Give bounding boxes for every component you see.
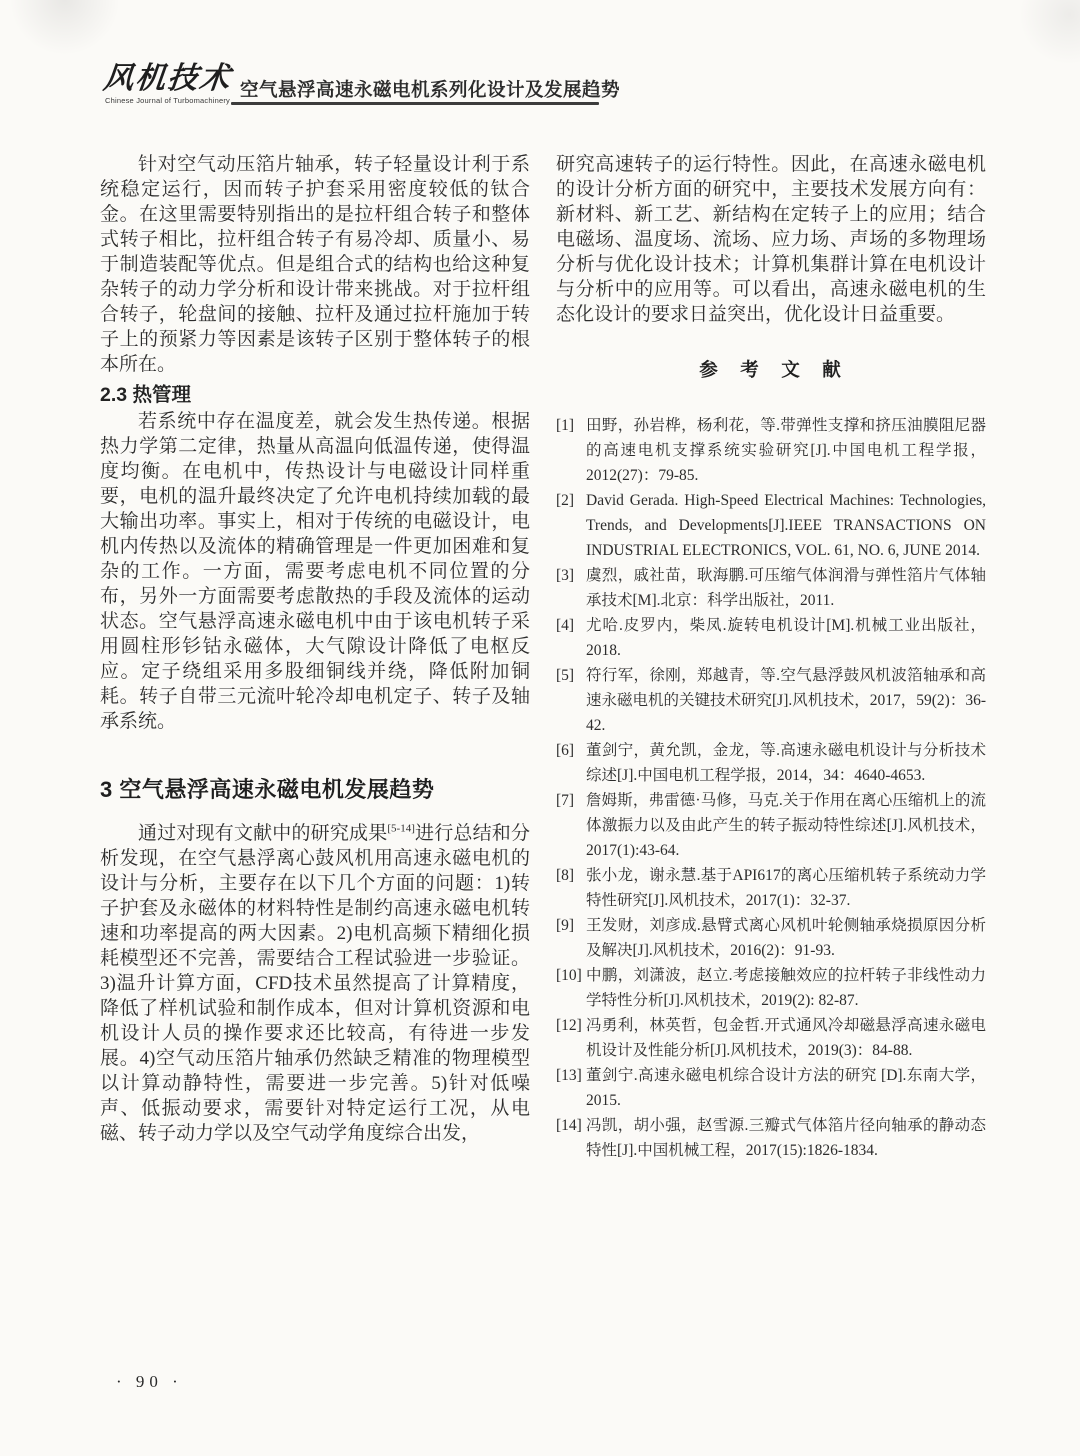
reference-text: 尤哈.皮罗内，柴凤.旋转电机设计[M].机械工业出版社，2018. bbox=[586, 617, 986, 659]
reference-label: [2] bbox=[556, 492, 575, 509]
paragraph-development-trends bbox=[100, 821, 530, 1146]
running-title: 空气悬浮高速永磁电机系列化设计及发展趋势 bbox=[240, 81, 621, 101]
reference-label: [9] bbox=[556, 917, 575, 934]
reference-text: 田野，孙岩桦，杨利花，等.带弹性支撑和挤压油膜阻尼器的高速电机支撑系统实验研究[J].中国电机工程学报，2012(27)：79-85. bbox=[586, 417, 986, 484]
right-column bbox=[556, 152, 986, 1163]
reference-text: 张小龙，谢永慧.基于API617的离心压缩机转子系统动力学特性研究[J].风机技术，2017(1)：32-37. bbox=[586, 867, 986, 909]
citation-superscript: [5-14] bbox=[387, 822, 415, 835]
reference-item bbox=[556, 1013, 986, 1063]
reference-label: [13] bbox=[556, 1067, 582, 1084]
reference-item bbox=[556, 613, 986, 663]
reference-label: [3] bbox=[556, 567, 575, 584]
reference-text: 冯凯，胡小强，赵雪源.三瓣式气体箔片径向轴承的静动态特性[J].中国机械工程，2017(15):1826-1834. bbox=[586, 1117, 986, 1159]
reference-text: 冯勇利，林英哲，包金哲.开式通风冷却磁悬浮高速永磁电机设计及性能分析[J].风机技术，2019(3)：84-88. bbox=[586, 1017, 986, 1059]
reference-item bbox=[556, 863, 986, 913]
reference-item bbox=[556, 488, 986, 563]
paragraph-rotor-design: 针对空气动压箔片轴承，转子轻量设计利于系统稳定运行，因而转子护套采用密度较低的钛合金。在这里需要特别指出的是拉杆组合转子和整体式转子相比，拉杆组合转子有易冷却、质量小、易于制造装配等优点。但是组合式的结构也给这种复杂转子的动力学分析和设计带来挑战。对于拉杆组合转子，轮盘间的接触、拉杆及通过拉杆施加于转子上的预紧力等因素是该转子区别于整体转子的根本所在。 bbox=[100, 154, 530, 375]
reference-text: 中鹏，刘潇波，赵立.考虑接触效应的拉杆转子非线性动力学特性分析[J].风机技术，2019(2): 82-87. bbox=[586, 967, 986, 1009]
reference-text: 虞烈，戚社苗，耿海鹏.可压缩气体润滑与弹性箔片气体轴承技术[M].北京：科学出版社，2011. bbox=[586, 567, 986, 609]
section-heading-2-3: 2.3 热管理 bbox=[100, 384, 192, 406]
reference-label: [6] bbox=[556, 742, 575, 759]
references-heading: 参 考 文 献 bbox=[699, 359, 843, 380]
page-number: · 90 · bbox=[116, 1372, 183, 1391]
paragraph-research-directions: 研究高速转子的运行特性。因此，在高速永磁电机的设计分析方面的研究中，主要技术发展方向有：新材料、新工艺、新结构在定转子上的应用；结合电磁场、温度场、流场、应力场、声场的多物理场分析与优化设计技术；计算机集群计算在电机设计与分析中的应用等。可以看出，高速永磁电机的生态化设计的要求日益突出，优化设计日益重要。 bbox=[556, 154, 986, 325]
reference-text: 符行军，徐刚，郑越青，等.空气悬浮鼓风机波箔轴承和高速永磁电机的关键技术研究[J].风机技术，2017，59(2)：36-42. bbox=[586, 667, 986, 734]
trend-text-rest: 进行总结和分析发现，在空气悬浮离心鼓风机用高速永磁电机的设计与分析，主要存在以下几个方面的问题：1)转子护套及永磁体的材料特性是制约高速永磁电机转速和功率提高的两大因素。2)电机高频下精细化损耗模型还不完善，需要结合工程试验进一步验证。3)温升计算方面，CFD技术虽然提高了计算精度，降低了样机试验和制作成本，但对计算机资源和电机设计人员的操作要求还比较高，有待进一步发展。4)空气动压箔片轴承仍然缺乏精准的物理模型以计算动静特性，需要进一步完善。5)针对低噪声、低振动要求，需要针对特定运行工况，从电磁、转子动力学以及空气动学角度综合出发， bbox=[100, 823, 530, 1144]
reference-item bbox=[556, 913, 986, 963]
trend-text-lead: 通过对现有文献中的研究成果 bbox=[138, 823, 388, 844]
reference-label: [7] bbox=[556, 792, 575, 809]
paragraph-thermal-management: 若系统中存在温度差，就会发生热传递。根据热力学第二定律，热量从高温向低温传递，使得温度均衡。在电机中，传热设计与电磁设计同样重要，电机的温升最终决定了允许电机持续加载的最大输出功率。事实上，相对于传统的电磁设计，电机内传热以及流体的精确管理是一件更加困难和复杂的工作。一方面，需要考虑电机不同位置的分布，另外一方面需要考虑散热的手段及流体的运动状态。空气悬浮高速永磁电机中由于该电机转子采用圆柱形钐钴永磁体，大气隙设计降低了电枢反应。定子绕组采用多股细铜线并绕，降低附加铜耗。转子自带三元流叶轮冷却电机定子、转子及轴承系统。 bbox=[100, 411, 530, 732]
journal-masthead bbox=[100, 64, 235, 105]
journal-logo: 风机技术 bbox=[101, 62, 234, 95]
reference-text: 董剑宁，黄允凯，金龙，等.高速永磁电机设计与分析技术综述[J].中国电机工程学报，2014，34：4640-4653. bbox=[586, 742, 986, 784]
journal-logo-subtitle: Chinese Journal of Turbomachinery bbox=[105, 96, 230, 105]
reference-item bbox=[556, 663, 986, 738]
reference-label: [12] bbox=[556, 1017, 582, 1034]
reference-item bbox=[556, 963, 986, 1013]
reference-label: [8] bbox=[556, 867, 575, 884]
reference-label: [4] bbox=[556, 617, 575, 634]
reference-item bbox=[556, 788, 986, 863]
reference-label: [10] bbox=[556, 967, 582, 984]
left-column bbox=[100, 152, 530, 1146]
header-rule-divider bbox=[231, 102, 599, 105]
references-list bbox=[556, 413, 986, 1163]
section-heading-3: 3 空气悬浮高速永磁电机发展趋势 bbox=[100, 777, 435, 802]
reference-text: David Gerada. High-Speed Electrical Machines: Technologies, Trends, and Developments[J].IEEE TRANSACTIONS ON INDUSTRIAL ELECTRONICS, VOL. 61, NO. 6, JUNE 2014. bbox=[586, 492, 986, 559]
reference-text: 董剑宁.高速永磁电机综合设计方法的研究 [D].东南大学，2015. bbox=[586, 1067, 986, 1109]
reference-item bbox=[556, 1113, 986, 1163]
reference-label: [14] bbox=[556, 1117, 582, 1134]
reference-text: 王发财，刘彦成.悬臂式离心风机叶轮侧轴承烧损原因分析及解决[J].风机技术，2016(2)：91-93. bbox=[586, 917, 986, 959]
reference-text: 詹姆斯，弗雷德·马修，马克.关于作用在离心压缩机上的流体激振力以及由此产生的转子振动特性综述[J].风机技术，2017(1):43-64. bbox=[586, 792, 986, 859]
reference-item bbox=[556, 738, 986, 788]
reference-label: [5] bbox=[556, 667, 575, 684]
reference-item bbox=[556, 563, 986, 613]
reference-item bbox=[556, 1063, 986, 1113]
reference-label: [1] bbox=[556, 417, 575, 434]
reference-item bbox=[556, 413, 986, 488]
